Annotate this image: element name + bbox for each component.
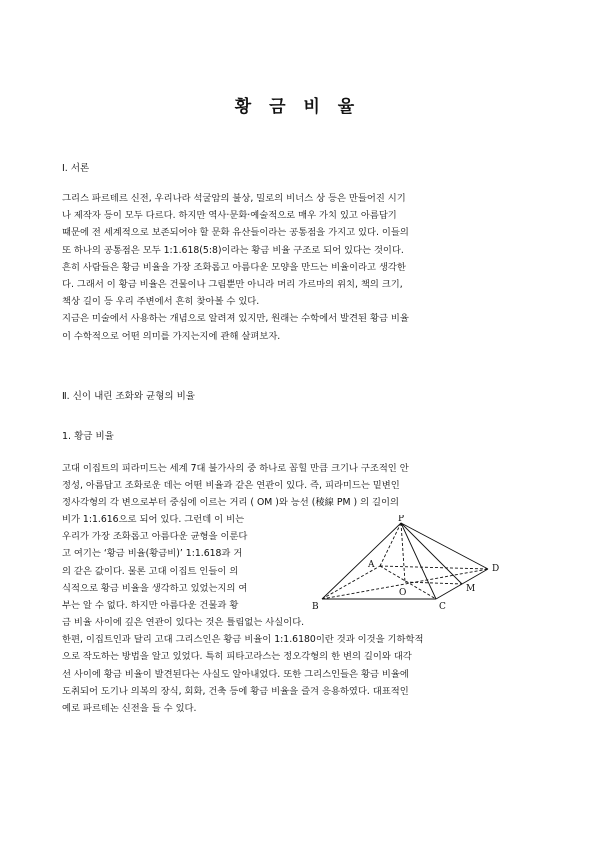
text-line: 정사각형의 각 변으로부터 중심에 이르는 거리 ( OM )와 능선 (稜線 PM ) 의 길이의 bbox=[62, 497, 399, 509]
text-line: 책상 길이 등 우리 주변에서 흔히 찾아볼 수 있다. bbox=[62, 296, 260, 308]
text-line: 의 같은 값이다. 물론 고대 이집트 인들이 의 bbox=[62, 565, 239, 577]
text-line: 으로 작도하는 방법을 알고 있었다. 특히 피타고라스는 정오각형의 한 변의 길이와 대각 bbox=[62, 651, 412, 663]
text-line: 고 여기는 ‘황금 비율(황금비)’ 1:1.618과 거 bbox=[62, 548, 243, 560]
section-heading-introduction: Ⅰ. 서론 bbox=[62, 163, 90, 174]
text-line: 선 사이에 황금 비율이 발견된다는 사실도 알아내었다. 또한 그리스인들은 황금 비율에 bbox=[62, 668, 409, 680]
edge-pa bbox=[380, 523, 401, 566]
edge-pd bbox=[401, 523, 488, 569]
text-line: 이 수학적으로 어떤 의미를 가지는지에 관해 살펴보자. bbox=[62, 330, 281, 342]
label-o: O bbox=[399, 588, 407, 598]
text-line: 도취되어 도기나 의복의 장식, 회화, 건축 등에 황금 비율을 즐겨 응용하였다. 대표적인 bbox=[62, 685, 409, 697]
text-line: 흔히 사람들은 황금 비율을 가장 조화롭고 아름다운 모양을 만드는 비율이라고 생각한 bbox=[62, 261, 406, 273]
base-edge-ad bbox=[380, 566, 488, 569]
text-line: 우리가 가장 조화롭고 아름다운 균형을 이룬다 bbox=[62, 531, 248, 543]
height-po bbox=[401, 523, 405, 582]
pyramid-diagram bbox=[308, 515, 540, 615]
label-m: M bbox=[466, 584, 476, 594]
text-line: 한편, 이집트인과 달리 고대 그리스인은 황금 비율이 1:1.6180이란 것과 이것을 기하학적 bbox=[62, 634, 424, 646]
text-line: 식적으로 황금 비율을 생각하고 있었는지의 여 bbox=[62, 582, 248, 594]
text-line: 지금은 미술에서 사용하는 개념으로 알려져 있지만, 원래는 수학에서 발견된 황금 비율 bbox=[62, 313, 409, 325]
text-line: 때문에 전 세계적으로 보존되어야 할 문화 유산들이라는 공통점을 가지고 있다. 이들의 bbox=[62, 227, 409, 239]
pyramid-paragraph-narrow bbox=[62, 511, 316, 614]
label-d: D bbox=[492, 564, 500, 574]
page-title: 황 금 비 율 bbox=[234, 97, 361, 117]
text-line: 또 하나의 공통점은 모두 1:1.618(5:8)이라는 황금 비율 구조로 되어 있다는 것이다. bbox=[62, 244, 404, 256]
text-line: 비가 1:1.616으로 되어 있다. 그런데 이 비는 bbox=[62, 514, 245, 525]
label-c: C bbox=[439, 602, 446, 612]
text-line: 나 제작자 등이 모두 다르다. 하지만 역사·문화·예술적으로 매우 가치 있고 아름답기 bbox=[62, 210, 397, 222]
text-line: 금 비율 사이에 깊은 연관이 있다는 것은 틀림없는 사실이다. bbox=[62, 617, 305, 628]
text-line: 다. 그래서 이 황금 비율은 건물이나 그림뿐만 아니라 머리 가르마의 위치, 책의 크기, bbox=[62, 279, 403, 291]
text-line: 고대 이집트의 피라미드는 세계 7대 불가사의 중 하나로 꼽힐 만큼 크기나 구조적인 안 bbox=[62, 463, 409, 474]
text-line: 부는 알 수 없다. 하지만 아름다운 건물과 황 bbox=[62, 600, 239, 612]
text-line: 정성, 아름답고 조화로운 데는 어떤 비율과 같은 연관이 있다. 즉, 피라미드는 밑변인 bbox=[62, 480, 400, 492]
label-p: P bbox=[398, 515, 405, 524]
greek-paragraph bbox=[62, 614, 540, 717]
segment-om bbox=[405, 582, 462, 584]
label-b: B bbox=[312, 602, 319, 612]
section-heading-golden-balance: Ⅱ. 신이 내린 조화와 균형의 비율 bbox=[62, 391, 195, 402]
pyramid-paragraph-wide bbox=[62, 460, 540, 512]
text-line: 그리스 파르테르 신전, 우리나라 석굴암의 불상, 밀로의 비너스 상 등은 만들어진 시기 bbox=[62, 193, 406, 204]
label-a: A bbox=[368, 560, 375, 570]
subsection-heading-golden-ratio: 1. 황금 비율 bbox=[62, 431, 114, 442]
intro-paragraph-1 bbox=[62, 190, 540, 345]
edge-pb bbox=[322, 523, 401, 599]
text-line: 예로 파르테논 신전을 들 수 있다. bbox=[62, 703, 197, 715]
apothem-pm bbox=[401, 523, 462, 584]
